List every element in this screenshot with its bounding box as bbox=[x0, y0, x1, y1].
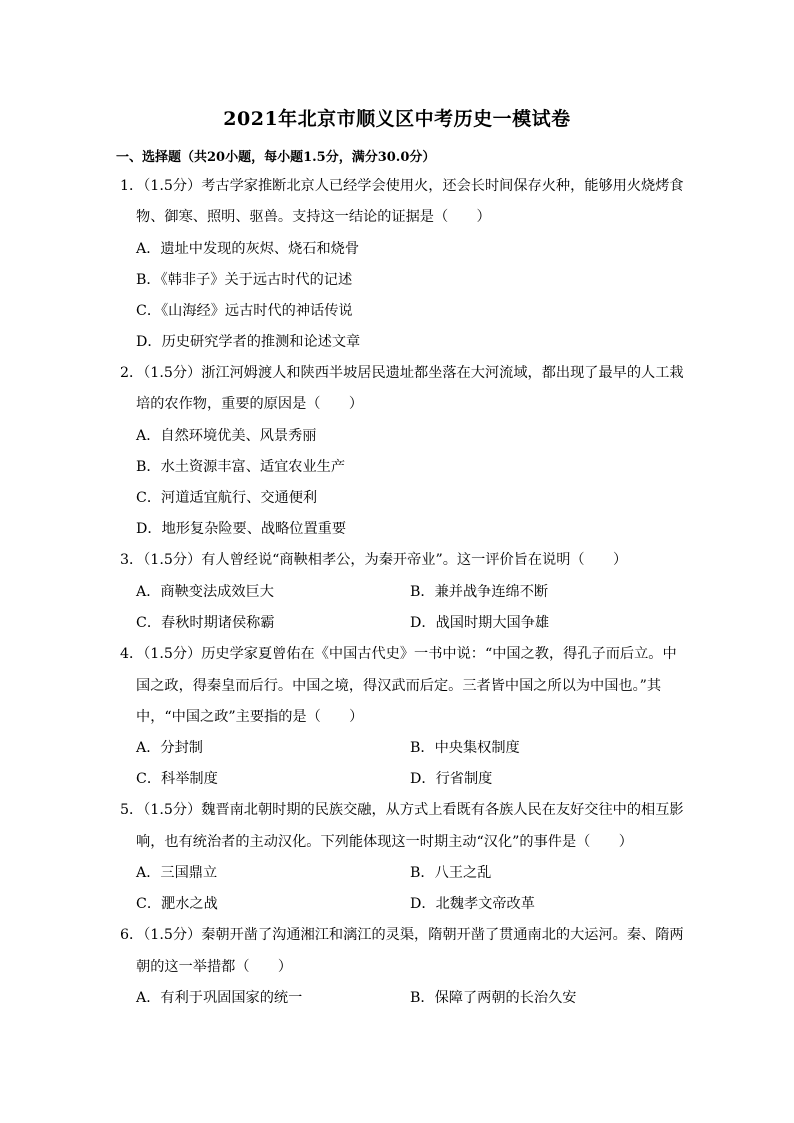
question-5-line-2: 响，也有统治者的主动汉化。下列能体现这一时期主动“汉化”的事件是（ ） bbox=[136, 834, 633, 850]
question-1-option-a: A．遗址中发现的灰烬、烧石和烧骨 bbox=[136, 241, 360, 257]
question-4-line-2: 国之政，得秦皇而后行。中国之境，得汉武而后定。三者皆中国之所以为中国也。”其 bbox=[136, 678, 662, 694]
question-6-line-2: 朝的这一举措都（ ） bbox=[136, 959, 293, 975]
question-6-option-a: A．有利于巩固国家的统一 bbox=[136, 990, 303, 1006]
question-2-option-d: D．地形复杂险要、战略位置重要 bbox=[136, 521, 347, 537]
question-3-option-a: A．商鞅变法成效巨大 bbox=[136, 584, 274, 600]
question-1-option-c: C．《山海经》远古时代的神话传说 bbox=[136, 303, 353, 319]
question-3-option-b: B．兼并战争连绵不断 bbox=[410, 584, 549, 600]
question-4-line-1: 4．（1.5分）历史学家夏曾佑在《中国古代史》一书中说：“中国之教，得孔子而后立。中 bbox=[120, 646, 677, 662]
question-2-option-a: A．自然环境优美、风景秀丽 bbox=[136, 428, 317, 444]
question-4-option-a: A．分封制 bbox=[136, 740, 203, 756]
question-5-line-1: 5．（1.5分）魏晋南北朝时期的民族交融，从方式上看既有各族人民在友好交往中的相互影 bbox=[120, 802, 684, 818]
question-2-line-2: 培的农作物，重要的原因是（ ） bbox=[136, 396, 364, 412]
exam-title: 2021年北京市顺义区中考历史一模试卷 bbox=[223, 108, 571, 130]
question-2-option-b: B．水土资源丰富、适宜农业生产 bbox=[136, 459, 346, 475]
question-2-option-c: C．河道适宜航行、交通便利 bbox=[136, 490, 318, 506]
question-3-option-d: D．战国时期大国争雄 bbox=[410, 615, 550, 631]
question-1-line-2: 物、御寒、照明、驱兽。支持这一结论的证据是（ ） bbox=[136, 209, 491, 225]
question-5-option-d: D．北魏孝文帝改革 bbox=[410, 896, 535, 912]
question-2-line-1: 2．（1.5分）浙江河姆渡人和陕西半坡居民遗址都坐落在大河流域，都出现了最早的人工栽 bbox=[120, 365, 684, 381]
question-6-option-b: B．保障了两朝的长治久安 bbox=[410, 990, 577, 1006]
question-6-line-1: 6．（1.5分）秦朝开凿了沟通湘江和漓江的灵渠，隋朝开凿了贯通南北的大运河。秦、隋两 bbox=[120, 927, 684, 943]
question-3-line-1: 3．（1.5分）有人曾经说“商鞅相孝公，为秦开帝业”。这一评价旨在说明（ ） bbox=[120, 552, 628, 568]
section-heading: 一、选择题（共20小题，每小题1.5分，满分30.0分） bbox=[116, 150, 436, 165]
question-5-option-c: C．淝水之战 bbox=[136, 896, 218, 912]
question-1-option-d: D．历史研究学者的推测和论述文章 bbox=[136, 334, 361, 350]
question-4-option-b: B．中央集权制度 bbox=[410, 740, 520, 756]
question-4-line-3: 中，“中国之政”主要指的是（ ） bbox=[136, 709, 364, 725]
question-1-option-b: B．《韩非子》关于远古时代的记述 bbox=[136, 272, 353, 288]
question-5-option-b: B．八王之乱 bbox=[410, 865, 492, 881]
question-5-option-a: A．三国鼎立 bbox=[136, 865, 218, 881]
question-3-option-c: C．春秋时期诸侯称霸 bbox=[136, 615, 275, 631]
question-1-line-1: 1．（1.5分）考古学家推断北京人已经学会使用火，还会长时间保存火种，能够用火烧烤食 bbox=[120, 178, 684, 194]
question-4-option-c: C．科举制度 bbox=[136, 771, 218, 787]
question-4-option-d: D．行省制度 bbox=[410, 771, 493, 787]
